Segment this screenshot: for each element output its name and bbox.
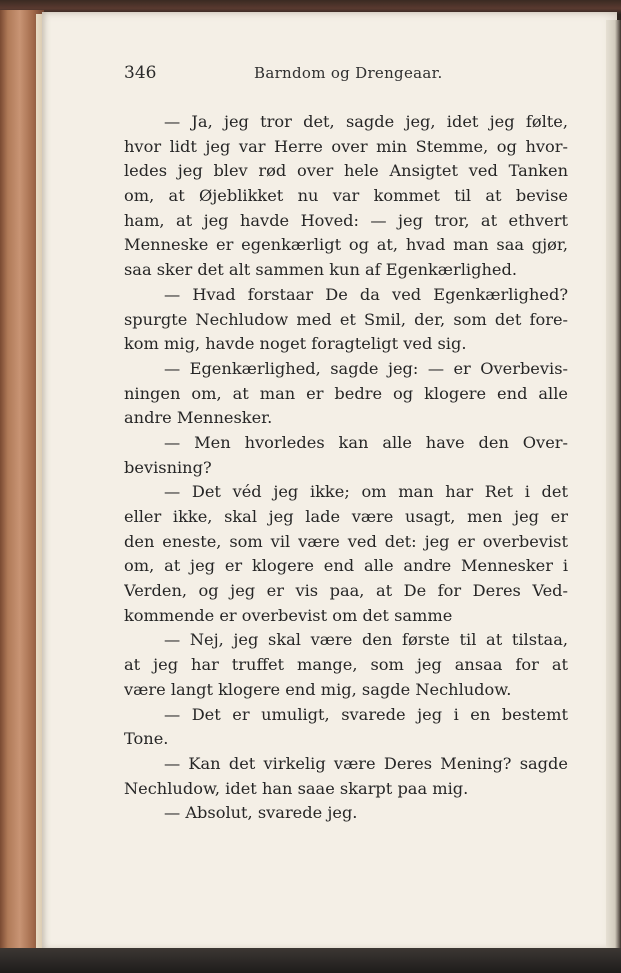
text-line: — Absolut, svarede jeg. [164,803,358,823]
page-header [124,63,568,85]
text-line: ledes jeg blev rød over hele Ansigtet ved Tanken [124,161,568,181]
text-line: — Det er umuligt, svarede jeg i en bestemt [164,704,568,724]
text-line: Menneske er egenkærligt og at, hvad man saa gjør, [124,235,568,255]
text-line: ningen om, at man er bedre og klogere end alle [124,383,568,403]
text-line: — Det véd jeg ikke; om man har Ret i det [164,482,568,502]
text-line: være langt klogere end mig, sagde Nechludow. [124,679,512,699]
running-title: Barndom og Drengeaar. [254,64,443,82]
text-line: spurgte Nechludow med et Smil, der, som det fore- [124,309,568,329]
scan-bottom-edge [0,948,621,973]
text-line: — Nej, jeg skal være den første til at tilstaa, [164,630,568,650]
text-line: eller ikke, skal jeg lade være usagt, men jeg er [124,507,568,526]
text-line: om, at jeg er klogere end alle andre Mennesker i [124,556,568,576]
text-line: — Men hvorledes kan alle have den Over- [164,432,568,452]
text-line: bevisning? [124,457,212,477]
text-line: den eneste, som vil være ved det: jeg er overbevist [124,531,568,551]
text-line: Nechludow, idet han saae skarpt paa mig. [124,778,469,798]
text-line: at jeg har truffet mange, som jeg ansaa for at [124,655,568,675]
text-line: kommende er overbevist om det samme [124,605,453,625]
text-line: — Egenkærlighed, sagde jeg: — er Overbevis- [164,358,568,378]
text-line: Verden, og jeg er vis paa, at De for Deres Ved- [124,581,568,601]
text-line: kom mig, havde noget foragteligt ved sig. [124,334,467,354]
page-stack-right [606,20,621,950]
text-line: om, at Øjeblikket nu var kommet til at bevise [124,186,568,206]
text-line: ham, at jeg havde Hoved: — jeg tror, at ethvert [124,210,568,230]
text-line: — Kan det virkelig være Deres Mening? sagde [164,753,568,773]
text-line: andre Mennesker. [124,408,273,428]
text-line: saa sker det alt sammen kun af Egenkærlighed. [124,260,517,280]
text-line: — Hvad forstaar De da ved Egenkærlighed? [164,284,568,304]
body-text [124,110,568,826]
page-number: 346 [124,63,157,83]
text-line: — Ja, jeg tror det, sagde jeg, idet jeg følte, [164,112,568,131]
text-line: hvor lidt jeg var Herre over min Stemme, og hvor- [124,136,568,156]
text-line: Tone. [124,729,169,749]
